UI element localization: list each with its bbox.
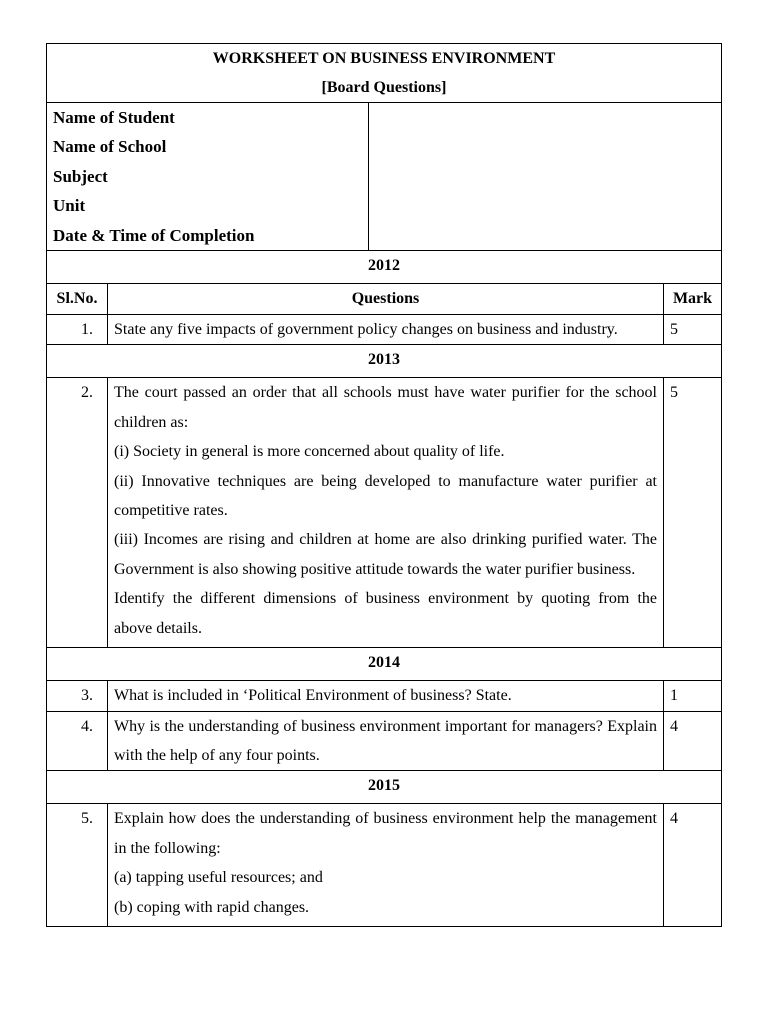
worksheet-title: WORKSHEET ON BUSINESS ENVIRONMENT bbox=[212, 50, 556, 67]
title-block bbox=[47, 44, 722, 103]
student-info-values[interactable] bbox=[369, 103, 722, 251]
question-mark: 4 bbox=[664, 804, 722, 927]
question-line: (i) Society in general is more concerned about quality of life. bbox=[114, 443, 505, 461]
question-mark: 4 bbox=[664, 711, 722, 771]
question-mark: 1 bbox=[664, 681, 722, 711]
year-heading-2012: 2012 bbox=[47, 251, 722, 284]
column-header-mark: Mark bbox=[664, 284, 722, 315]
question-text bbox=[108, 711, 664, 771]
label-unit: Unit bbox=[53, 196, 86, 216]
question-line: What is included in ‘Political Environment of business? State. bbox=[114, 687, 512, 705]
question-line: (ii) Innovative techniques are being developed to manufacture water purifier at competitive rates. bbox=[114, 472, 657, 520]
label-student-name: Name of Student bbox=[53, 108, 175, 127]
worksheet bbox=[46, 43, 721, 927]
question-line: Identify the different dimensions of business environment by quoting from the above details. bbox=[114, 590, 657, 637]
question-line: (iii) Incomes are rising and children at home are also drinking purified water. The Government is also showing positive attitude towards the water purifier business. bbox=[114, 531, 657, 578]
year-heading-2015: 2015 bbox=[47, 771, 722, 804]
column-header-questions: Questions bbox=[108, 284, 664, 315]
column-header-sl: Sl.No. bbox=[47, 284, 108, 315]
year-heading-2014: 2014 bbox=[47, 648, 722, 681]
question-line: State any five impacts of government policy changes on business and industry. bbox=[114, 321, 618, 339]
worksheet-subtitle: [Board Questions] bbox=[321, 79, 447, 96]
question-line: The court passed an order that all schools must have water purifier for the school children as: bbox=[114, 384, 657, 431]
question-text bbox=[108, 378, 664, 648]
year-heading-2013: 2013 bbox=[47, 345, 722, 378]
question-line: (a) tapping useful resources; and bbox=[114, 869, 323, 887]
question-line: Explain how does the understanding of business environment help the management in the following: bbox=[114, 810, 657, 857]
question-number: 5. bbox=[47, 804, 108, 927]
question-row bbox=[47, 378, 722, 648]
question-line: Why is the understanding of business environment important for managers? Explain with the help of any four points. bbox=[114, 717, 657, 764]
question-number: 2. bbox=[47, 378, 108, 648]
label-date-time: Date & Time of Completion bbox=[53, 225, 255, 245]
question-row bbox=[47, 315, 722, 345]
label-subject: Subject bbox=[53, 166, 108, 186]
question-row bbox=[47, 711, 722, 771]
question-row bbox=[47, 681, 722, 711]
question-mark: 5 bbox=[664, 378, 722, 648]
question-text bbox=[108, 315, 664, 345]
question-number: 3. bbox=[47, 681, 108, 711]
question-number: 1. bbox=[47, 315, 108, 345]
question-text bbox=[108, 804, 664, 927]
question-text bbox=[108, 681, 664, 711]
student-info-labels bbox=[47, 103, 369, 251]
question-number: 4. bbox=[47, 711, 108, 771]
worksheet-table bbox=[46, 43, 722, 927]
question-line: (b) coping with rapid changes. bbox=[114, 898, 310, 916]
label-school-name: Name of School bbox=[53, 137, 167, 157]
question-mark: 5 bbox=[664, 315, 722, 345]
question-row bbox=[47, 804, 722, 927]
